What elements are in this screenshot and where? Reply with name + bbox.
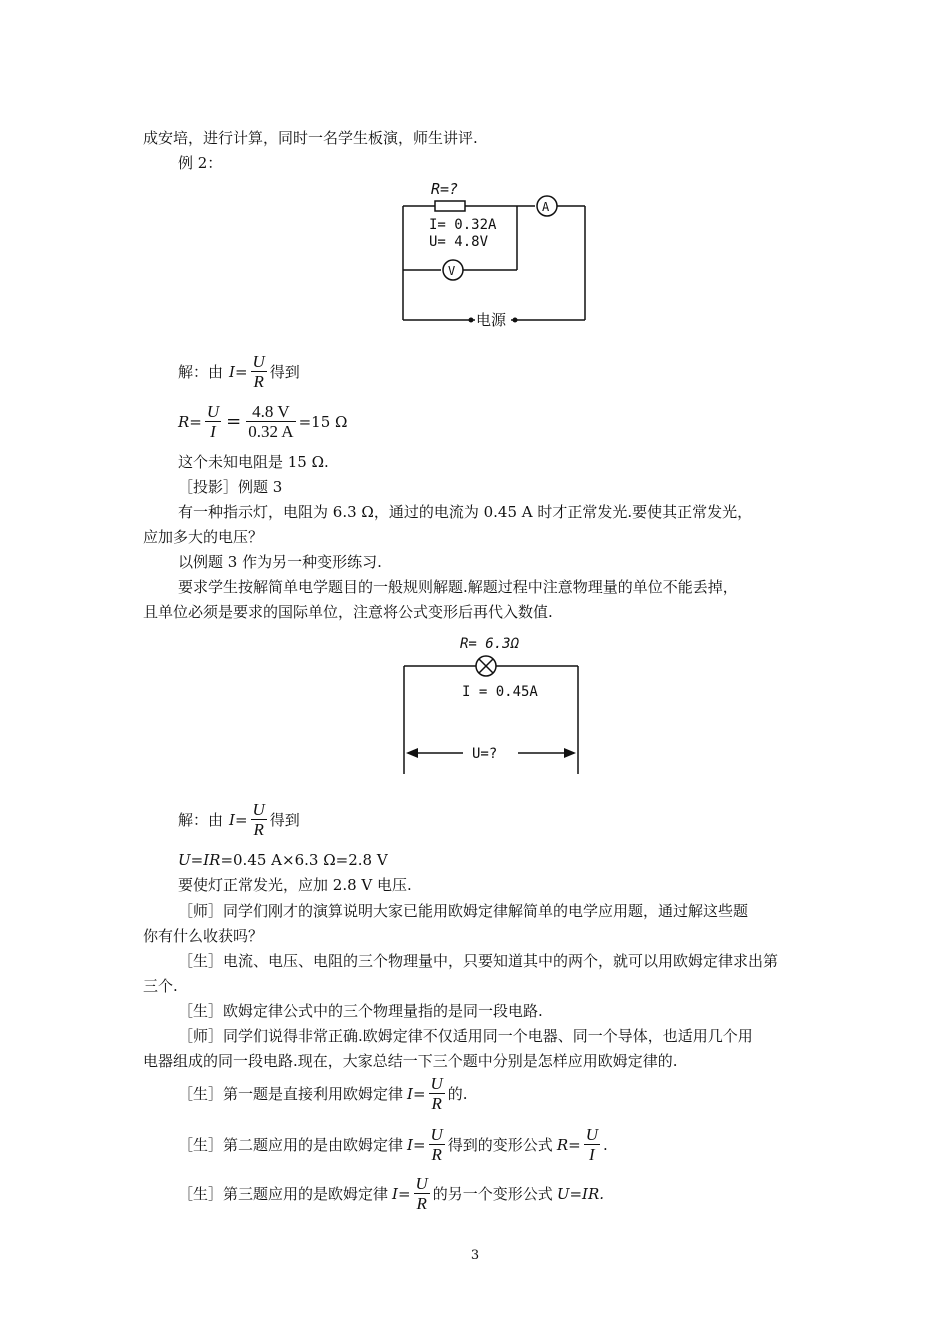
paragraph-line: 要求学生按解简单电学题目的一般规则解题.解题过程中注意物理量的单位不能丢掉， xyxy=(178,578,738,596)
paragraph-line: ［生］电流、电压、电阻的三个物理量中，只要知道其中的两个，就可以用欧姆定律求出第 xyxy=(178,952,779,970)
voltage-unknown-label: U=? xyxy=(472,746,498,762)
paragraph-line: ［师］同学们刚才的演算说明大家已能用欧姆定律解简单的电学应用题，通过解这些题 xyxy=(178,902,749,920)
paragraph-line: 成安培，进行计算，同时一名学生板演，师生讲评. xyxy=(143,129,478,147)
paragraph-line: 有一种指示灯，电阻为 6.3 Ω，通过的电流为 0.45 A 时才正常发光.要使其正常发光， xyxy=(178,503,753,521)
current-label: I= 0.32A xyxy=(429,217,497,233)
paragraph-line: ［生］欧姆定律公式中的三个物理量指的是同一段电路. xyxy=(178,1002,543,1020)
paragraph-line: 应加多大的电压？ xyxy=(143,528,264,546)
formula-i-equals: I= xyxy=(229,810,248,829)
fraction-u-over-r: $\frac{U}{R}$ xyxy=(252,800,265,839)
fraction-u-over-i: $\frac{U}{I}$ xyxy=(206,402,220,441)
resistance-calculation xyxy=(178,402,347,441)
resistance-label: R= 6.3Ω xyxy=(460,636,520,652)
solution-formula-line xyxy=(178,800,300,839)
power-source-label: 电源 xyxy=(476,311,507,329)
resistance-result: =15 Ω xyxy=(298,412,348,431)
resistance-label: R=? xyxy=(431,180,459,198)
get-text: 得到 xyxy=(269,811,300,829)
paragraph-line: ［师］同学们说得非常正确.欧姆定律不仅适用同一个电器、同一个导体，也适用几个用 xyxy=(178,1027,753,1045)
solution-prefix: 解：由 xyxy=(178,363,224,381)
student-answer-2: ［生］第二题应用的是由欧姆定律 I= $\frac{U}{R}$ 得到的变形公式 R= $\frac{U}{I}$ . xyxy=(178,1125,608,1164)
get-text: 得到 xyxy=(269,363,300,381)
page-number: 3 xyxy=(470,1248,480,1263)
voltage-label: U= 4.8V xyxy=(429,234,489,250)
paragraph-line: 三个. xyxy=(143,977,178,995)
formula-u-equals-ir: U=IR xyxy=(178,851,221,869)
paragraph-line: 要使灯正常发光，应加 2.8 V 电压. xyxy=(178,876,412,894)
ammeter-symbol: A xyxy=(542,200,550,214)
paragraph-line: 这个未知电阻是 15 Ω. xyxy=(178,453,329,471)
fraction-u-over-r: $\frac{U}{R}$ xyxy=(252,352,265,391)
voltage-calc-values: =0.45 A×6.3 Ω=2.8 V xyxy=(220,851,388,869)
voltmeter-symbol: V xyxy=(448,264,456,278)
paragraph-line: 你有什么收获吗？ xyxy=(143,927,264,945)
fraction-u-over-r: $\frac{U}{R}$ xyxy=(430,1074,443,1113)
paragraph-line: 且单位必须是要求的国际单位，注意将公式变形后再代入数值. xyxy=(143,603,553,621)
fraction-values: $\frac{4.8 V}{0.32 A}$ xyxy=(248,402,294,441)
solution-formula-line xyxy=(178,352,300,391)
paragraph-line: ［投影］例题 3 xyxy=(178,478,283,496)
solution-prefix: 解：由 xyxy=(178,811,224,829)
circuit-diagram-example-2 xyxy=(395,172,595,332)
fraction-u-over-r: $\frac{U}{R}$ xyxy=(415,1174,428,1213)
formula-r-equals: R= xyxy=(178,412,202,431)
paragraph-line: 以例题 3 作为另一种变形练习. xyxy=(178,553,382,571)
example-2-label: 例 2： xyxy=(178,154,223,172)
formula-i-equals: I= xyxy=(229,362,248,381)
equals-sign: = xyxy=(226,411,242,432)
current-label: I = 0.45A xyxy=(462,684,538,700)
fraction-u-over-r: $\frac{U}{R}$ xyxy=(430,1125,443,1164)
circuit-diagram-example-3 xyxy=(398,628,588,778)
voltage-calculation xyxy=(178,850,388,870)
paragraph-line: 电器组成的同一段电路.现在，大家总结一下三个题中分别是怎样应用欧姆定律的. xyxy=(143,1052,678,1070)
fraction-u-over-i: $\frac{U}{I}$ xyxy=(585,1125,598,1164)
student-answer-1: ［生］第一题是直接利用欧姆定律 I= $\frac{U}{R}$ 的. xyxy=(178,1074,468,1113)
student-answer-3: ［生］第三题应用的是欧姆定律 I= $\frac{U}{R}$ 的另一个变形公式 U=IR. xyxy=(178,1174,605,1213)
